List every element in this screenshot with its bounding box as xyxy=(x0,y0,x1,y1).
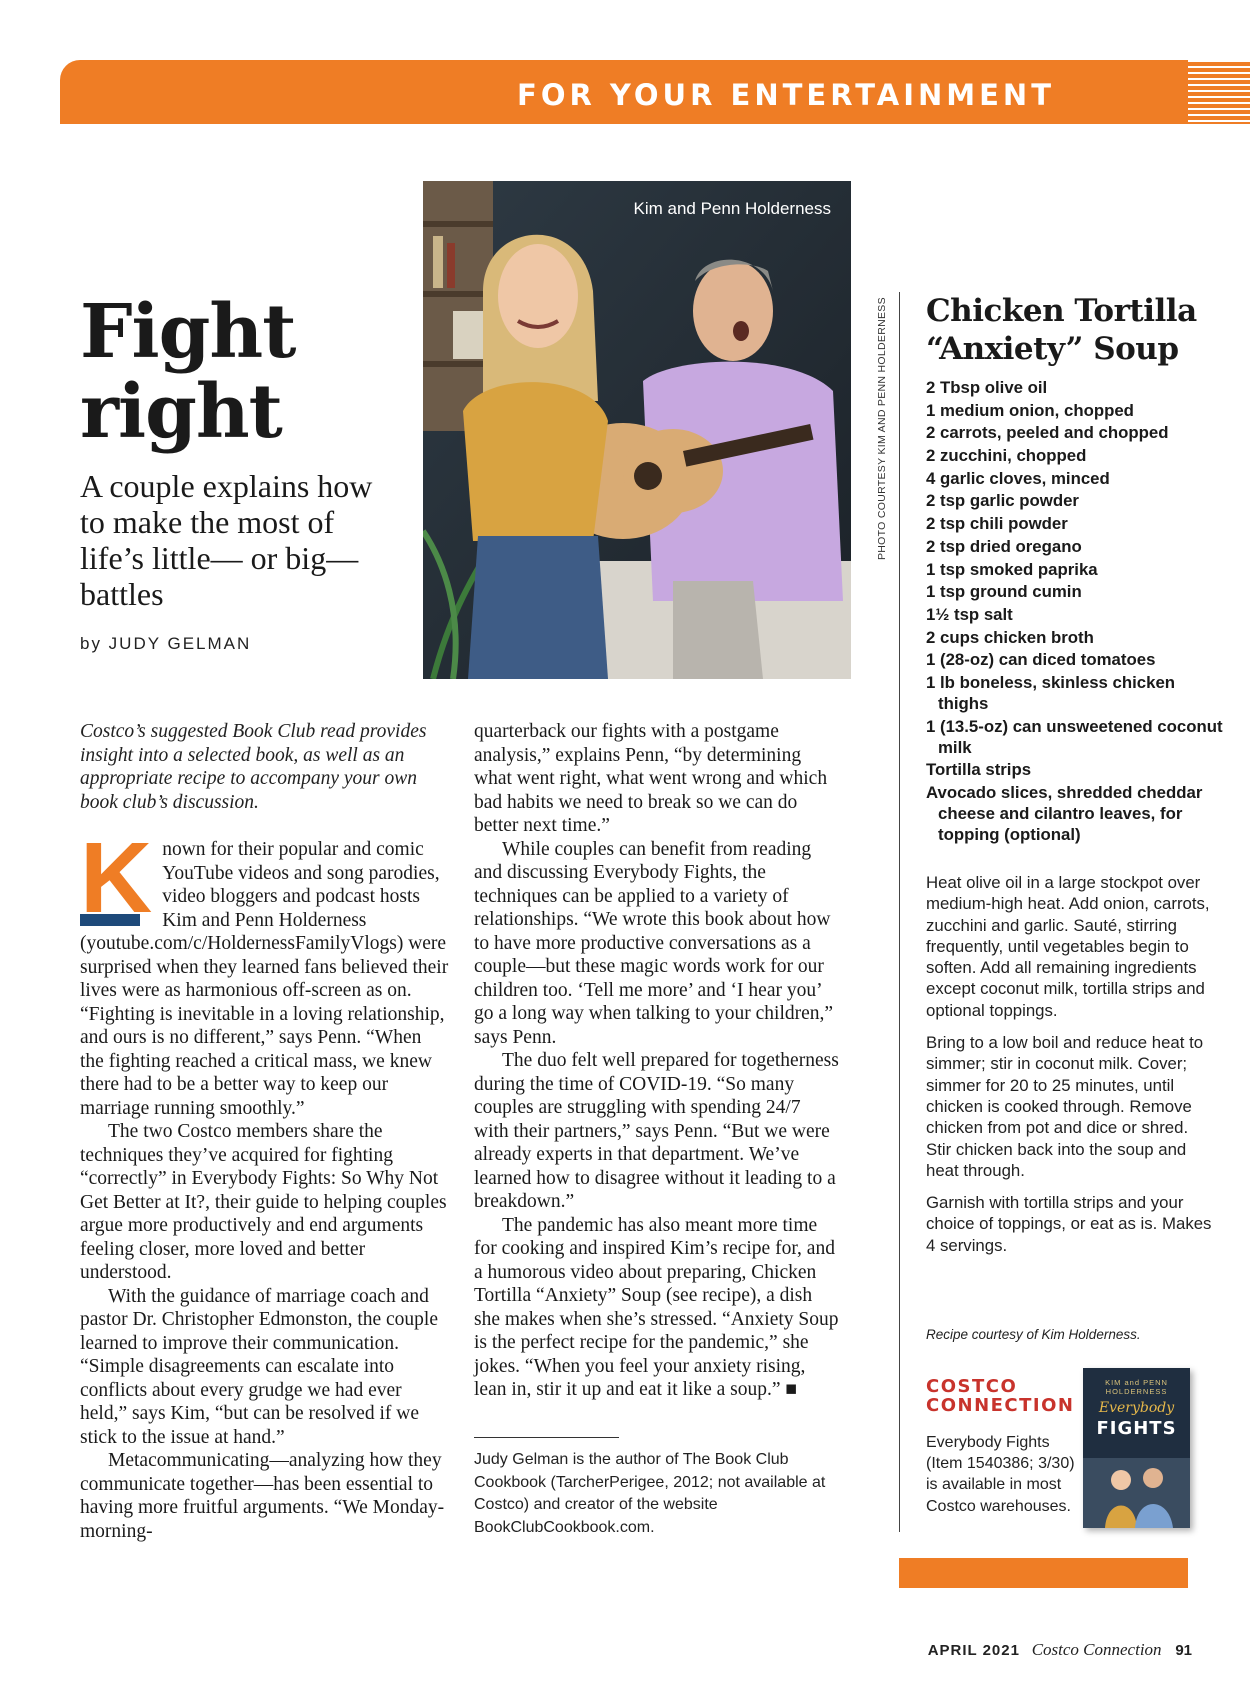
author-note: Judy Gelman is the author of The Book Club Cookbook (TarcherPerigee, 2012; not available at Costco) and creator of the website BookClubCookbook.com. xyxy=(474,1451,826,1536)
book-cover-title-word-1: Everybody xyxy=(1098,1400,1175,1416)
page-footer xyxy=(928,1640,1192,1660)
costco-connection-heading xyxy=(926,1377,1075,1415)
ingredient-item: Tortilla strips xyxy=(926,760,1032,780)
book-club-intro: Costco’s suggested Book Club read provides insight into a selected book, as well as an appropriate recipe to accompany your own book club’s discussion. xyxy=(80,721,427,813)
body-paragraph: quarterback our fights with a postgame analysis,” explains Penn, “by determining what went right, what went wrong and which bad habits we need to break so we can do better next time.” xyxy=(474,721,828,836)
couple-photo-illustration xyxy=(423,181,851,679)
book-cover-photo xyxy=(1083,1458,1190,1528)
page-number: 91 xyxy=(1175,1642,1192,1659)
sidebar-divider xyxy=(899,292,900,1532)
body-paragraph: The duo felt well prepared for togetherness during the time of COVID-19. “So many couples are struggling with spending 24/7 with their partners,” says Penn. “But we were already experts in that department. We’ve learned how to disagree without it leading to a breakdown.” xyxy=(474,1050,839,1212)
body-column-left xyxy=(80,822,450,1543)
ingredient-list xyxy=(926,377,1226,847)
book-cover-title-word-2: FIGHTS xyxy=(1096,1418,1177,1439)
recipe-title: Chicken Tortilla “Anxiety” Soup xyxy=(926,293,1197,367)
ingredient-item: 4 garlic cloves, minced xyxy=(926,468,1110,488)
header-stripes-decoration xyxy=(1188,60,1250,124)
body-paragraph: While couples can benefit from reading and discussing Everybody Fights, the techniques can be applied to a variety of relationships. “We wrote this book about how to have more productive conversations as a couple—but these magic words work for our children too. ‘Tell me more’ and ‘I hear you’ go a long way when talking to your children,” says Penn. xyxy=(474,838,834,1048)
ingredient-item: 2 tsp dried oregano xyxy=(926,536,1082,556)
book-cover xyxy=(1083,1368,1190,1528)
direction-step: Bring to a low boil and reduce heat to simmer; stir in coconut milk. Cover; simmer for 20 to 25 minutes, until chicken is cooked through. Remove chicken from pot and dice or shred. Stir chicken back into the soup and heat through. xyxy=(926,1033,1204,1180)
drop-cap: K xyxy=(80,822,153,934)
ingredient-item: 1 medium onion, chopped xyxy=(926,400,1134,420)
costco-connection-text: Everybody Fights (Item 1540386; 3/30) is available in most Costco warehouses. xyxy=(926,1434,1075,1515)
ingredient-item: 1 tsp smoked paprika xyxy=(926,559,1098,579)
direction-step: Garnish with tortilla strips and your choice of toppings, or eat as is. Makes 4 servings. xyxy=(926,1193,1212,1255)
body-column-middle xyxy=(474,720,840,1402)
direction-step: Heat olive oil in a large stockpot over medium-high heat. Add onion, carrots, zucchini and garlic. Sauté, stirring frequently, until vegetables begin to soften. Add all remaining ingredients except coconut milk, tortilla strips and optional toppings. xyxy=(926,873,1210,1020)
issue-date: APRIL 2021 xyxy=(927,1642,1020,1659)
ingredient-item: 2 tsp garlic powder xyxy=(926,491,1079,511)
costco-connection-heading-line-1: COSTCO xyxy=(926,1376,1018,1397)
body-paragraph: The pandemic has also meant more time for cooking and inspired Kim’s recipe for, and a humorous video about preparing, Chicken Tortilla “Anxiety” Soup (see recipe), a dish she makes when she’s stressed. “Anxiety Soup is the perfect recipe for the pandemic,” she jokes. “When you feel your anxiety rising, lean in, stir it up and eat it like a soup.” ■ xyxy=(474,1214,839,1400)
ingredient-item: 2 carrots, peeled and chopped xyxy=(926,423,1169,443)
ingredient-item: 2 cups chicken broth xyxy=(926,627,1094,647)
ingredient-item: 1 (13.5-oz) can unsweetened coconut milk xyxy=(926,716,1223,757)
body-paragraph: Metacommunicating—analyzing how they communicate together—has been essential to having more fruitful arguments. “We Monday-morning- xyxy=(80,1450,445,1542)
sidebar-orange-bar xyxy=(899,1558,1188,1588)
body-paragraph: With the guidance of marriage coach and pastor Dr. Christopher Edmonston, the couple learned to improve their communication. “Simple disagreements can escalate into conflicts about every grudge we had ever held,” says Kim, “but can be resolved if we stick to the issue at hand.” xyxy=(80,1285,438,1448)
ingredient-item: 2 Tbsp olive oil xyxy=(926,378,1048,397)
couple-photo xyxy=(423,181,851,679)
article-subtitle: A couple explains how to make the most of life’s little— or big—battles xyxy=(80,468,373,612)
article-title xyxy=(80,289,296,455)
ingredient-item: 1 lb boneless, skinless chicken thighs xyxy=(926,672,1176,713)
magazine-name: Costco Connection xyxy=(1031,1640,1162,1659)
ingredient-item: 1 tsp ground cumin xyxy=(926,582,1082,602)
ingredient-item: Avocado slices, shredded cheddar cheese and cilantro leaves, for topping (optional) xyxy=(926,783,1203,844)
section-label: FOR YOUR ENTERTAINMENT xyxy=(517,78,1055,112)
recipe-directions xyxy=(926,872,1216,1267)
article-title-line-1: Fight xyxy=(80,289,296,375)
book-cover-authors: KIM and PENN HOLDERNESS xyxy=(1105,1378,1168,1396)
ingredient-item: 1 (28-oz) can diced tomatoes xyxy=(926,650,1156,670)
photo-credit: PHOTO COURTESY KIM AND PENN HOLDERNESS xyxy=(876,297,888,560)
body-paragraph: Known for their popular and comic YouTube videos and song parodies, video bloggers and podcast hosts Kim and Penn Holderness (youtube.com/c/HoldernessFamilyVlogs) were surprised when they learned fans believed their lives were as harmonious off-screen as on. “Fighting is inevitable in a loving relationship, and ours is no different,” says Penn. “When the fighting reached a critical mass, we knew there had to be a better way to keep our marriage running smoothly.” xyxy=(80,822,449,1119)
article-title-line-2: right xyxy=(80,369,282,455)
photo-caption: Kim and Penn Holderness xyxy=(633,199,831,218)
costco-connection-heading-line-2: CONNECTION xyxy=(926,1395,1075,1416)
author-note-divider xyxy=(474,1437,619,1438)
body-paragraph: The two Costco members share the techniques they’ve acquired for fighting “correctly” in Everybody Fights: So Why Not Get Better at It?, their guide to helping couples argue more productively and end arguments feeling closer, more loved and better understood. xyxy=(80,1121,447,1283)
ingredient-item: 2 tsp chili powder xyxy=(926,514,1068,534)
ingredient-item: 2 zucchini, chopped xyxy=(926,446,1087,466)
recipe-credit: Recipe courtesy of Kim Holderness. xyxy=(926,1327,1141,1342)
section-header-band xyxy=(60,60,1250,124)
ingredient-item: 1½ tsp salt xyxy=(926,604,1013,624)
byline: by JUDY GELMAN xyxy=(80,634,252,653)
